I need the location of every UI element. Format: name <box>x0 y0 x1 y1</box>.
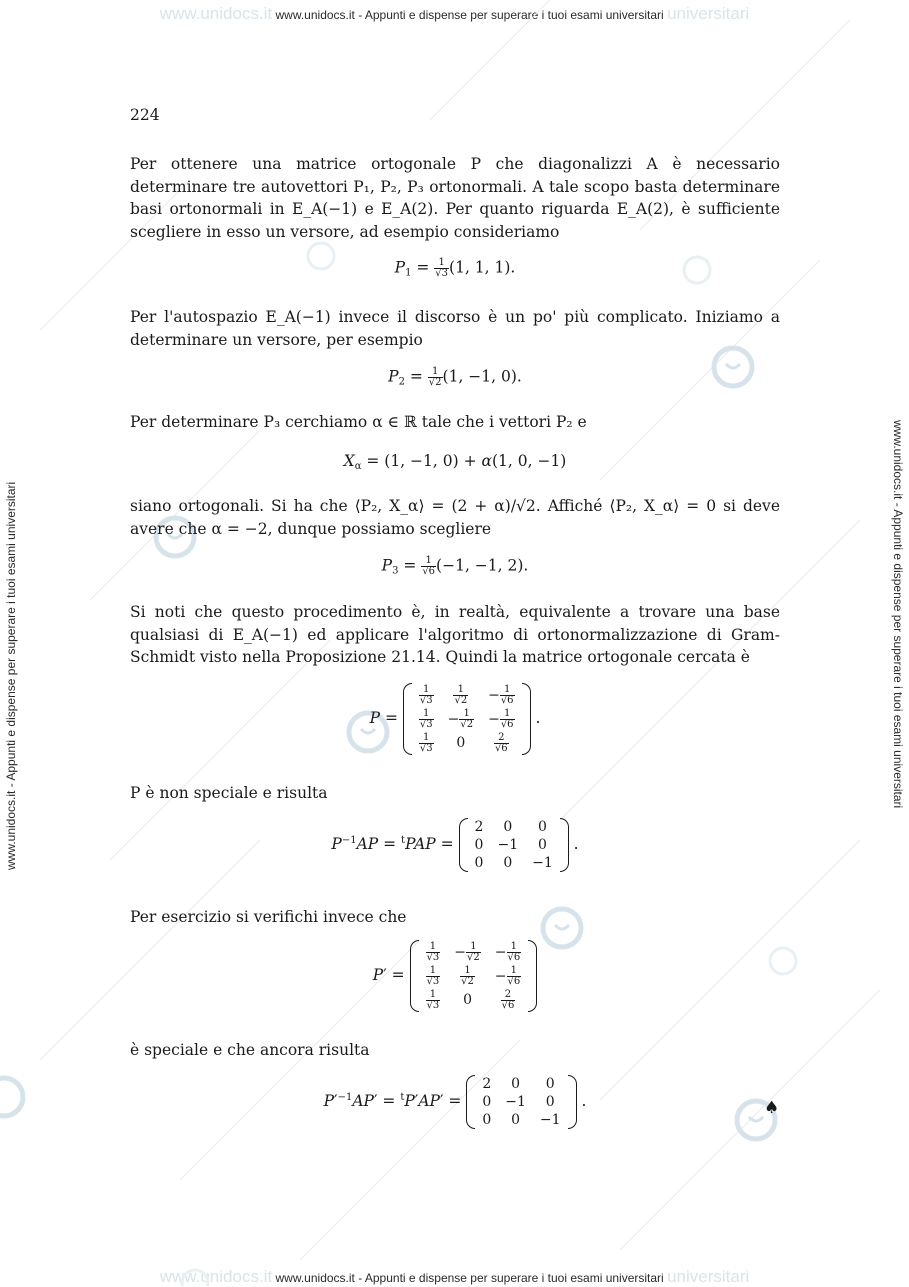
equation-p2: $P_2$ = $\frac{1}{√2}$ (1, −1, 0). <box>388 366 522 388</box>
banner-text: www.unidocs.it - Appunti e dispense per superare i tuoi esami universitari <box>275 8 664 22</box>
matrix-P: $\frac{1}{√3}$ $\frac{1}{√2}$ − $\frac{1}{√6}$ $\frac{1}{√3}$ − $\frac{1}{√2}$ − $\frac{1}{√6}$ $\frac{1}{√3}$ 0 $\frac{2}{√6}$ <box>403 683 531 755</box>
equation-matrix-P: P = $\frac{1}{√3}$ $\frac{1}{√2}$ − $\frac{1}{√6}$ $\frac{1}{√3}$ − $\frac{1}{√2}$ − $\frac{1}{√6}$ $\frac{1}{√3}$ 0 $\frac{2}{√6}$ . <box>369 683 541 754</box>
banner-ghost-left: www.unidocs.it <box>159 4 273 23</box>
equation-matrix-Pprime: P′ = $\frac{1}{√3}$ − $\frac{1}{√2}$ − $\frac{1}{√6}$ $\frac{1}{√3}$ $\frac{1}{√2}$ − $\frac{1}{√6}$ $\frac{1}{√3}$ 0 $\frac{2}{√6}$ <box>130 940 780 1012</box>
paragraph-4: siano ortogonali. Si ha che ⟨P₂, X_α⟩ = (2 + α)/√2. Affiché ⟨P₂, X_α⟩ = 0 si deve avere che α = −2, dunque possiamo scegliere <box>130 497 780 538</box>
banner-ghost-left-bottom: www.unidocs.it <box>159 1267 273 1286</box>
equation-p3: $P_3$ = $\frac{1}{√6}$ (−1, −1, 2). <box>381 555 529 577</box>
matrix-diagonal-1: 2 0 0 0 −1 0 0 0 −1 <box>459 818 569 872</box>
equation-diag-2: $P'^{-1}AP' = ^tP'AP'$ = 2 0 0 0 −1 0 0 0 −1 . <box>323 1076 587 1128</box>
banner-ghost-right: universitari <box>667 4 750 23</box>
matrix-diagonal-2: 2 0 0 0 −1 0 0 0 −1 <box>466 1075 576 1129</box>
page-number: 224 <box>130 106 160 124</box>
paragraph-1: Per ottenere una matrice ortogonale P che diagonalizzi A è necessario determinare tre autovettori P₁, P₂, P₃ ortonormali. A tale scopo basta determinare basi ortonormali in E_A(−1) e E_A(2). Per quanto riguarda E_A(2), è sufficiente scegliere in esso un versore, ad esempio consideriamo <box>130 155 780 241</box>
paragraph-8: è speciale e che ancora risulta <box>130 1041 370 1059</box>
banner-ghost-right-bottom: universitari <box>667 1267 750 1286</box>
paragraph-2: Per l'autospazio E_A(−1) invece il discorso è un po' più complicato. Iniziamo a determinare un versore, per esempio <box>130 308 780 349</box>
paragraph-5: Si noti che questo procedimento è, in realtà, equivalente a trovare una base qualsiasi di E_A(−1) ed applicare l'algoritmo di ortonormalizzazione di Gram-Schmidt visto nella Proposizione 21.14. Quindi la matrice ortogonale cercata è <box>130 603 780 666</box>
paragraph-6: P è non speciale e risulta <box>130 784 328 802</box>
spade-end-icon: ♠ <box>764 1098 780 1118</box>
paragraph-7: Per esercizio si verifichi invece che <box>130 908 407 926</box>
equation-xalpha: $X_\alpha = (1$, −1, 0) + α(1, 0, −1) <box>343 452 567 472</box>
right-side-banner: www.unidocs.it - Appunti e dispense per superare i tuoi esami universitari <box>891 420 905 809</box>
matrix-Pprime: $\frac{1}{√3}$ − $\frac{1}{√2}$ − $\frac{1}{√6}$ $\frac{1}{√3}$ $\frac{1}{√2}$ − $\frac{1}{√6}$ $\frac{1}{√3}$ 0 $\frac{2}{√6}$ <box>410 940 538 1012</box>
paragraph-3: Per determinare P₃ cerchiamo α ∈ ℝ tale che i vettori P₂ e <box>130 413 587 431</box>
banner-text-bottom: www.unidocs.it - Appunti e dispense per superare i tuoi esami universitari <box>275 1271 664 1285</box>
left-side-banner: www.unidocs.it - Appunti e dispense per superare i tuoi esami universitari <box>4 481 18 870</box>
equation-p1: $P_1$ = $\frac{1}{√3}$ (1, 1, 1). <box>394 257 516 279</box>
equation-diag-1: $P^{-1}AP = ^tPAP$ = 2 0 0 0 −1 0 0 0 −1 . <box>331 819 579 871</box>
